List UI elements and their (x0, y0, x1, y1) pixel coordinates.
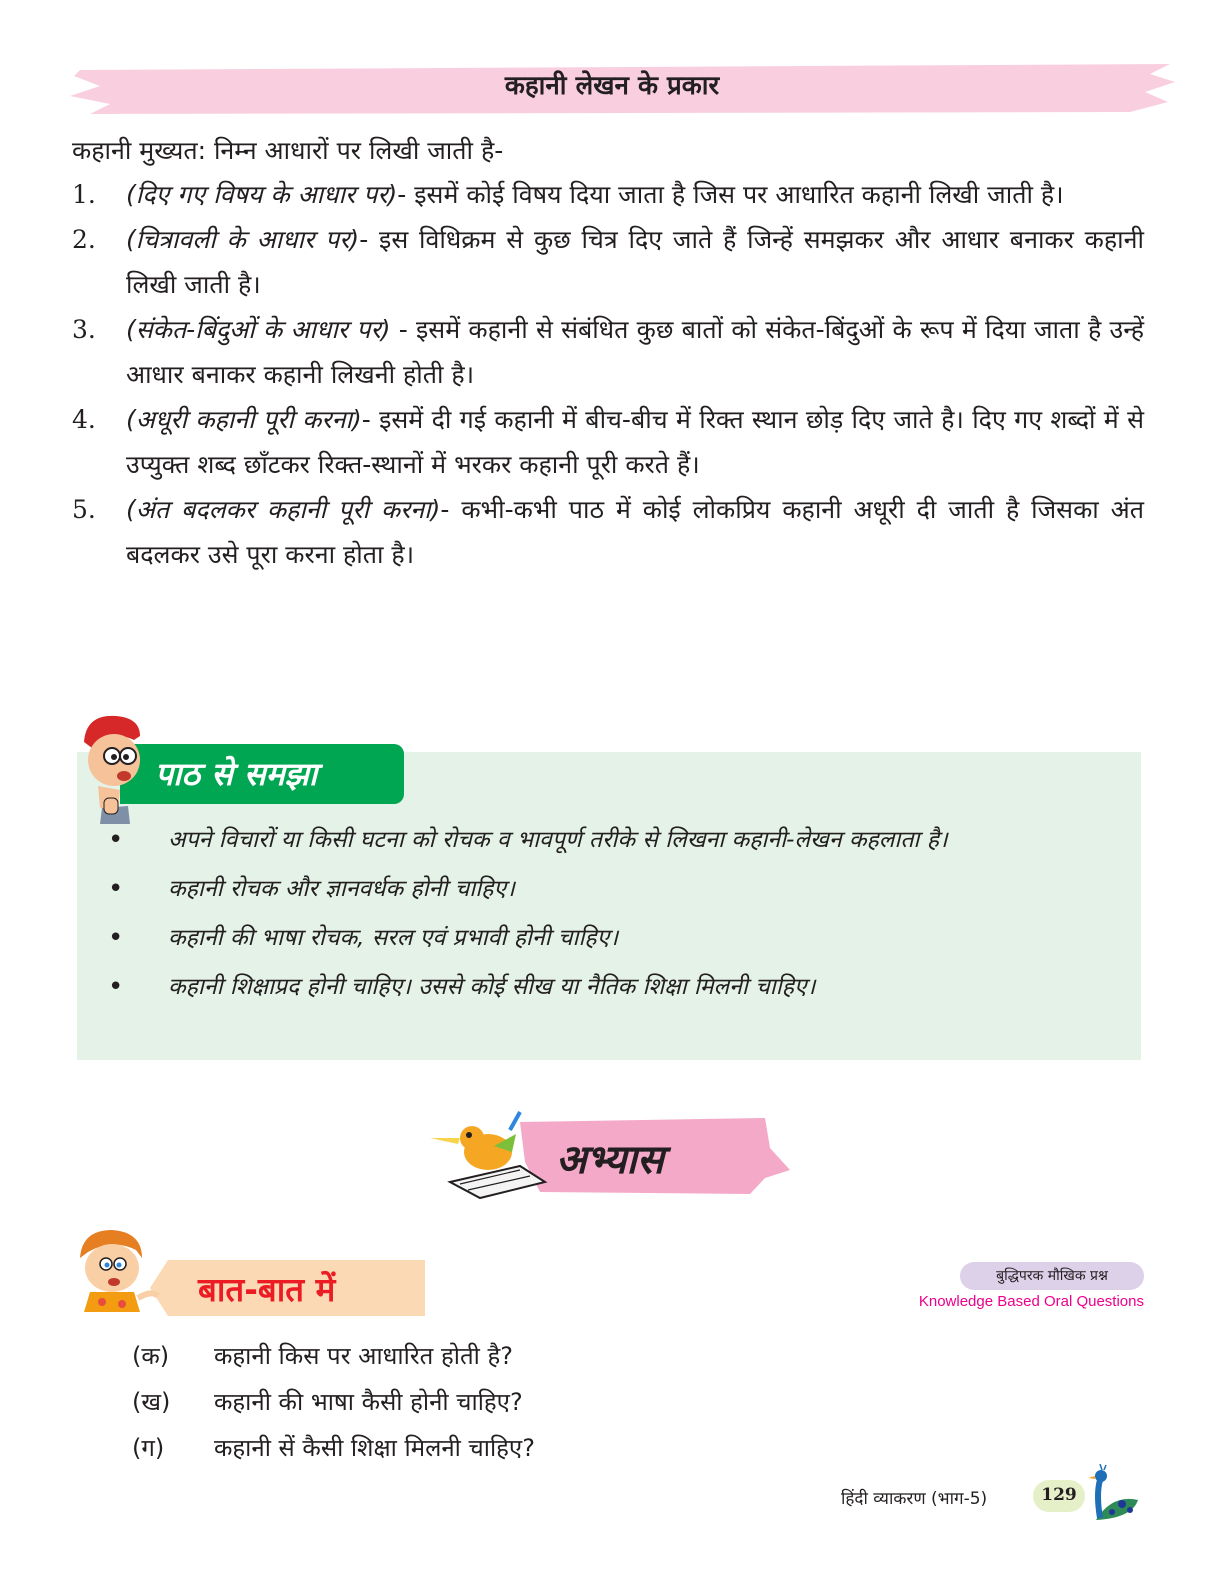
item-text: - इस विधिक्रम से कुछ चित्र दिए जाते हैं जिन्हें समझकर और आधार बनाकर कहानी लिखी जाती है। (126, 225, 1144, 299)
item-label: (अंत बदलकर कहानी पूरी करना) (126, 495, 441, 524)
page-number: 129 (1041, 1485, 1077, 1505)
summary-heading: पाठ से समझा (155, 755, 318, 793)
bullet-icon: • (108, 972, 124, 1002)
summary-point: कहानी रोचक और ज्ञानवर्धक होनी चाहिए। (168, 876, 515, 902)
bullet-icon: • (108, 874, 124, 904)
summary-point: कहानी शिक्षाप्रद होनी चाहिए। उससे कोई सीख या नैतिक शिक्षा मिलनी चाहिए। (168, 974, 816, 1000)
list-item (108, 869, 1118, 909)
item-label: (संकेत-बिंदुओं के आधार पर) (126, 315, 391, 344)
question-label: (ख) (132, 1388, 171, 1416)
exercise-heading: अभ्यास (556, 1137, 664, 1183)
list-item (72, 307, 1144, 397)
boy-mascot-icon (74, 712, 154, 824)
girl-mascot-icon (72, 1228, 160, 1312)
oral-heading: बात-बात में (198, 1270, 336, 1309)
item-label: (दिए गए विषय के आधार पर) (126, 180, 398, 209)
footer-book-title: हिंदी व्याकरण (भाग-5) (841, 1489, 988, 1509)
question-text: कहानी की भाषा कैसी होनी चाहिए? (214, 1388, 523, 1416)
intro-text: कहानी मुख्यत: निम्न आधारों पर लिखी जाती है- (72, 136, 504, 165)
list-item (72, 217, 1144, 307)
oral-badge-english: Knowledge Based Oral Questions (918, 1293, 1144, 1310)
item-text: - इसमें दी गई कहानी में बीच-बीच में रिक्त स्थान छोड़ दिए जाते है। दिए गए शब्दों में से उप्युक्त शब्द छाँटकर रिक्त-स्थानों में भरकर कहानी पूरी करते हैं। (126, 405, 1145, 479)
summary-points (108, 820, 1118, 1016)
item-number: 1. (72, 180, 96, 209)
bullet-icon: • (108, 923, 124, 953)
bullet-icon: • (108, 825, 124, 855)
item-number: 5. (72, 495, 96, 524)
list-item (72, 172, 1144, 217)
question-item (132, 1379, 535, 1425)
item-number: 2. (72, 225, 96, 254)
question-label: (ग) (132, 1434, 165, 1462)
item-number: 4. (72, 405, 96, 434)
story-types-list (72, 172, 1144, 577)
list-item (108, 918, 1118, 958)
item-label: (अधूरी कहानी पूरी करना) (126, 405, 362, 434)
summary-point: अपने विचारों या किसी घटना को रोचक व भावपूर्ण तरीके से लिखना कहानी-लेखन कहलाता है। (168, 827, 948, 853)
list-item (108, 967, 1118, 1007)
list-item (72, 487, 1144, 577)
question-text: कहानी सें कैसी शिक्षा मिलनी चाहिए? (214, 1434, 535, 1462)
oral-badge-hindi: बुद्धिपरक मौखिक प्रश्न (960, 1262, 1144, 1290)
item-number: 3. (72, 315, 96, 344)
peacock-icon (1082, 1464, 1140, 1522)
item-text: - कभी-कभी पाठ में कोई लोकप्रिय कहानी अधूरी दी जाती है जिसका अंत बदलकर उसे पूरा करना होता है। (126, 495, 1145, 569)
list-item (108, 820, 1118, 860)
question-label: (क) (132, 1342, 170, 1370)
item-text: - इसमें कोई विषय दिया जाता है जिस पर आधारित कहानी लिखी जाती है। (397, 180, 1064, 209)
question-item (132, 1425, 535, 1471)
item-label: (चित्रावली के आधार पर) (126, 225, 360, 254)
question-item (132, 1333, 535, 1379)
list-item (72, 397, 1144, 487)
question-text: कहानी किस पर आधारित होती है? (214, 1342, 513, 1370)
oral-questions (132, 1333, 535, 1471)
page-title: कहानी लेखन के प्रकार (504, 71, 720, 101)
summary-point: कहानी की भाषा रोचक, सरल एवं प्रभावी होनी चाहिए। (168, 925, 619, 951)
item-text: - इसमें कहानी से संबंधित कुछ बातों को संकेत-बिंदुओं के रूप में दिया जाता है उन्हें आधार बनाकर कहानी लिखनी होती है। (126, 315, 1144, 389)
